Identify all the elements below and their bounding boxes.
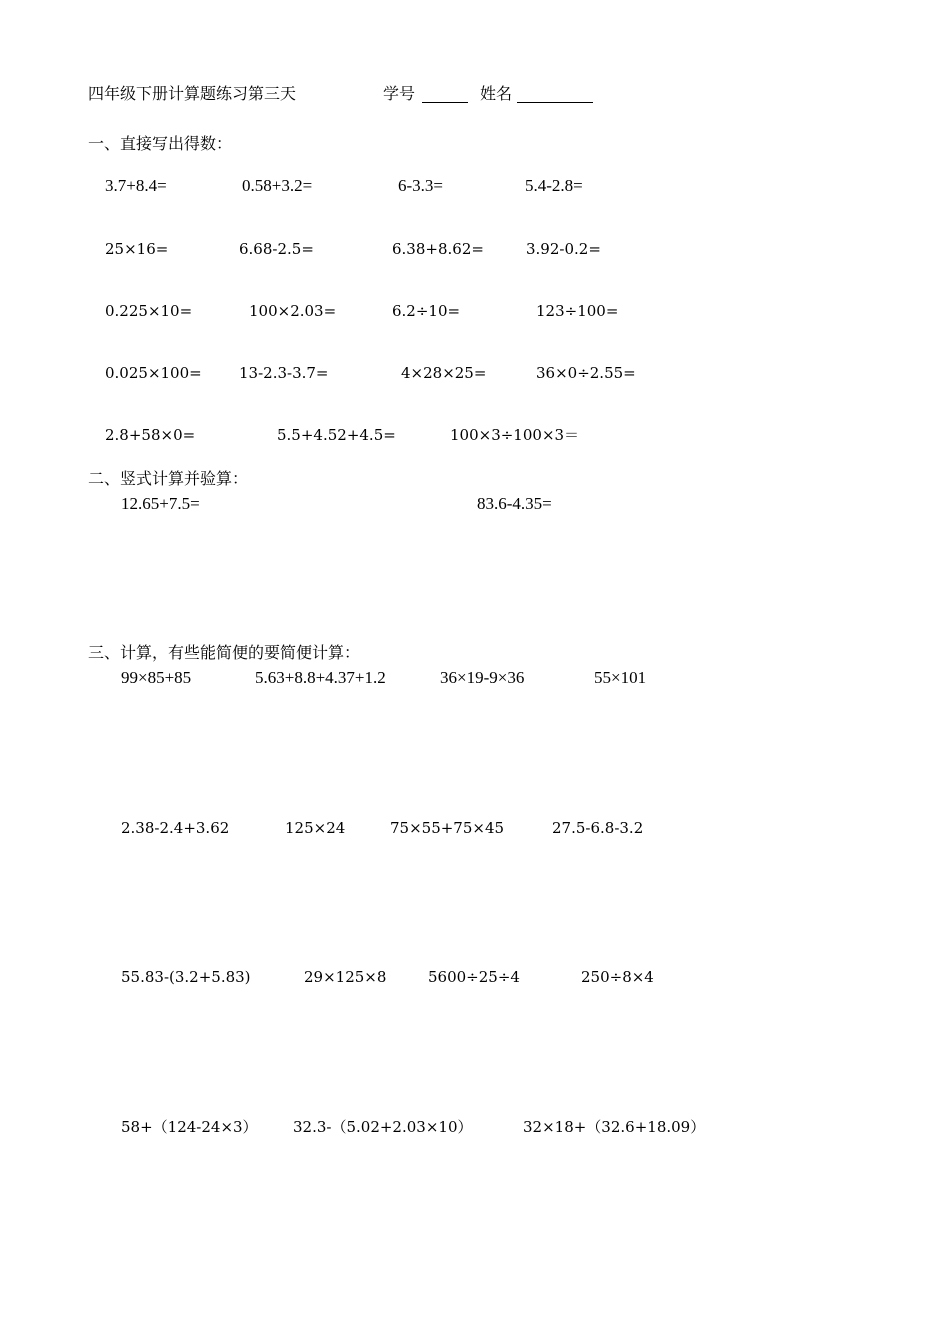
problem: 36×0÷2.55= bbox=[536, 364, 636, 382]
student-number-blank[interactable] bbox=[422, 84, 468, 103]
problem: 2.8+58×0= bbox=[105, 426, 196, 444]
problem: 4×28×25= bbox=[401, 364, 487, 382]
problem: 2.38-2.4+3.62 bbox=[121, 819, 230, 837]
section-3-heading: 三、计算，有些能简便的要简便计算： bbox=[88, 643, 361, 662]
problem: 36×19-9×36 bbox=[440, 668, 525, 687]
problem: 58+（124-24×3） bbox=[121, 1118, 258, 1136]
problem: 5.63+8.8+4.37+1.2 bbox=[255, 668, 386, 687]
name-label: 姓名 bbox=[480, 84, 513, 103]
problem: 125×24 bbox=[285, 819, 346, 837]
problem: 100×2.03= bbox=[249, 302, 337, 320]
problem: 25×16= bbox=[105, 240, 169, 258]
problem: 13-2.3-3.7= bbox=[239, 364, 329, 382]
problem: 32.3-（5.02+2.03×10） bbox=[293, 1118, 473, 1136]
problem: 3.7+8.4= bbox=[105, 176, 167, 195]
problem: 27.5-6.8-3.2 bbox=[552, 819, 644, 837]
name-blank[interactable] bbox=[517, 84, 593, 103]
page-title: 四年级下册计算题练习第三天 bbox=[88, 84, 297, 103]
problem: 100×3÷100×3＝ bbox=[450, 426, 580, 444]
problem: 55.83-(3.2+5.83) bbox=[121, 968, 251, 986]
problem: 6.2÷10= bbox=[392, 302, 461, 320]
student-number-label: 学号 bbox=[383, 84, 416, 103]
section-2-heading: 二、竖式计算并验算： bbox=[88, 469, 249, 488]
problem: 12.65+7.5= bbox=[121, 494, 200, 513]
problem: 32×18+（32.6+18.09） bbox=[523, 1118, 706, 1136]
problem: 5.5+4.52+4.5= bbox=[277, 426, 396, 444]
problem: 29×125×8 bbox=[304, 968, 387, 986]
problem: 250÷8×4 bbox=[581, 968, 654, 986]
problem: 6-3.3= bbox=[398, 176, 443, 195]
problem: 3.92-0.2= bbox=[526, 240, 601, 258]
problem: 0.025×100= bbox=[105, 364, 202, 382]
problem: 5.4-2.8= bbox=[525, 176, 583, 195]
problem: 6.68-2.5= bbox=[239, 240, 314, 258]
problem: 75×55+75×45 bbox=[390, 819, 505, 837]
problem: 0.225×10= bbox=[105, 302, 193, 320]
problem: 0.58+3.2= bbox=[242, 176, 313, 195]
problem: 123÷100= bbox=[536, 302, 619, 320]
problem: 6.38+8.62= bbox=[392, 240, 484, 258]
problem: 5600÷25÷4 bbox=[428, 968, 520, 986]
problem: 99×85+85 bbox=[121, 668, 192, 687]
section-1-heading: 一、直接写出得数： bbox=[88, 134, 233, 153]
problem: 55×101 bbox=[594, 668, 647, 687]
problem: 83.6-4.35= bbox=[477, 494, 552, 513]
